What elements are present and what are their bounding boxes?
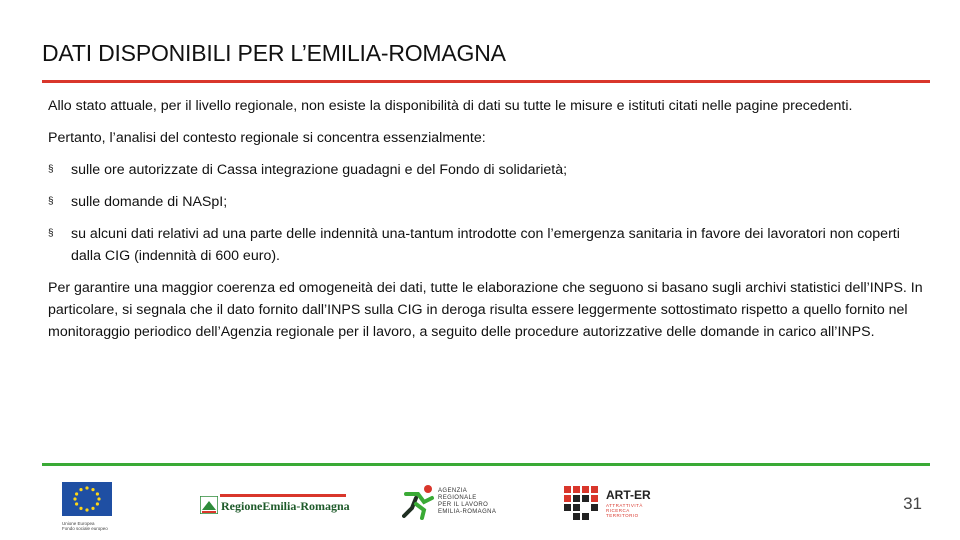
agenzia-lavoro-logo xyxy=(402,484,502,522)
eu-logo-caption-1: Unione Europea xyxy=(62,521,95,526)
list-item xyxy=(48,191,928,213)
eu-flag-logo xyxy=(62,482,112,531)
methodology-paragraph: Per garantire una maggior coerenza ed omogeneità dei dati, tutte le elaborazione che seguono si basano sugli archivi statistici dell’INPS. In particolare, si segnala che il dato fornito dall’INPS sulla CIG in deroga risulta essere leggermente sottostimato rispetto a quello fornito nel monitoraggio periodico dell’Agenzia regionale per il lavoro, a seguito delle procedure autorizzative delle domande in carico all’INPS. xyxy=(48,280,923,340)
footer-divider xyxy=(42,463,930,466)
list-item xyxy=(48,159,928,181)
bullet-text: su alcuni dati relativi ad una parte delle indennità una-tantum introdotte con l’emergenza sanitaria in favore dei lavoratori non coperti dalla CIG (indennità di 600 euro). xyxy=(71,226,900,264)
page-number: 31 xyxy=(903,494,922,513)
art-er-logo-line-3: TERRITORIO xyxy=(606,513,639,518)
bullet-text: sulle domande di NASpI; xyxy=(71,194,228,210)
slide-title: DATI DISPONIBILI PER L’EMILIA-ROMAGNA xyxy=(42,40,506,66)
eu-logo-caption-2: Fondo sociale europeo xyxy=(62,526,108,531)
regione-emilia-romagna-logo xyxy=(200,494,350,516)
region-emblem-icon xyxy=(200,496,218,514)
focus-paragraph: Pertanto, l’analisi del contesto regionale si concentra essenzialmente: xyxy=(48,130,486,146)
art-er-pixel-icon xyxy=(564,486,604,522)
bullet-marker: § xyxy=(48,196,54,207)
intro-paragraph: Allo stato attuale, per il livello regionale, non esiste la disponibilità di dati su tutte le misure e istituti citati nelle pagine precedenti. xyxy=(48,98,853,114)
agency-logo-line-3: PER IL LAVORO xyxy=(438,502,489,508)
bullet-list xyxy=(48,159,928,267)
art-er-logo-line-2: RICERCA xyxy=(606,508,630,513)
bullet-text: sulle ore autorizzate di Cassa integrazione guadagni e del Fondo di solidarietà; xyxy=(71,162,568,178)
art-er-logo xyxy=(564,486,664,522)
agency-logo-line-2: REGIONALE xyxy=(438,495,477,501)
bullet-marker: § xyxy=(48,228,54,239)
title-underline xyxy=(42,80,930,83)
bullet-marker: § xyxy=(48,164,54,175)
art-er-logo-line-1: ATTRATTIVITÀ xyxy=(606,503,643,508)
eu-flag-icon xyxy=(62,482,112,516)
agency-figure-icon xyxy=(402,484,436,520)
region-logo-text: RegioneEmilia-Romagna xyxy=(221,499,350,513)
list-item xyxy=(48,223,928,267)
agency-logo-line-4: EMILIA-ROMAGNA xyxy=(438,509,497,515)
region-stripe-icon xyxy=(200,494,346,498)
art-er-logo-text: ART-ER xyxy=(606,488,651,502)
agency-logo-line-1: AGENZIA xyxy=(438,488,468,494)
slide-body xyxy=(48,95,928,353)
